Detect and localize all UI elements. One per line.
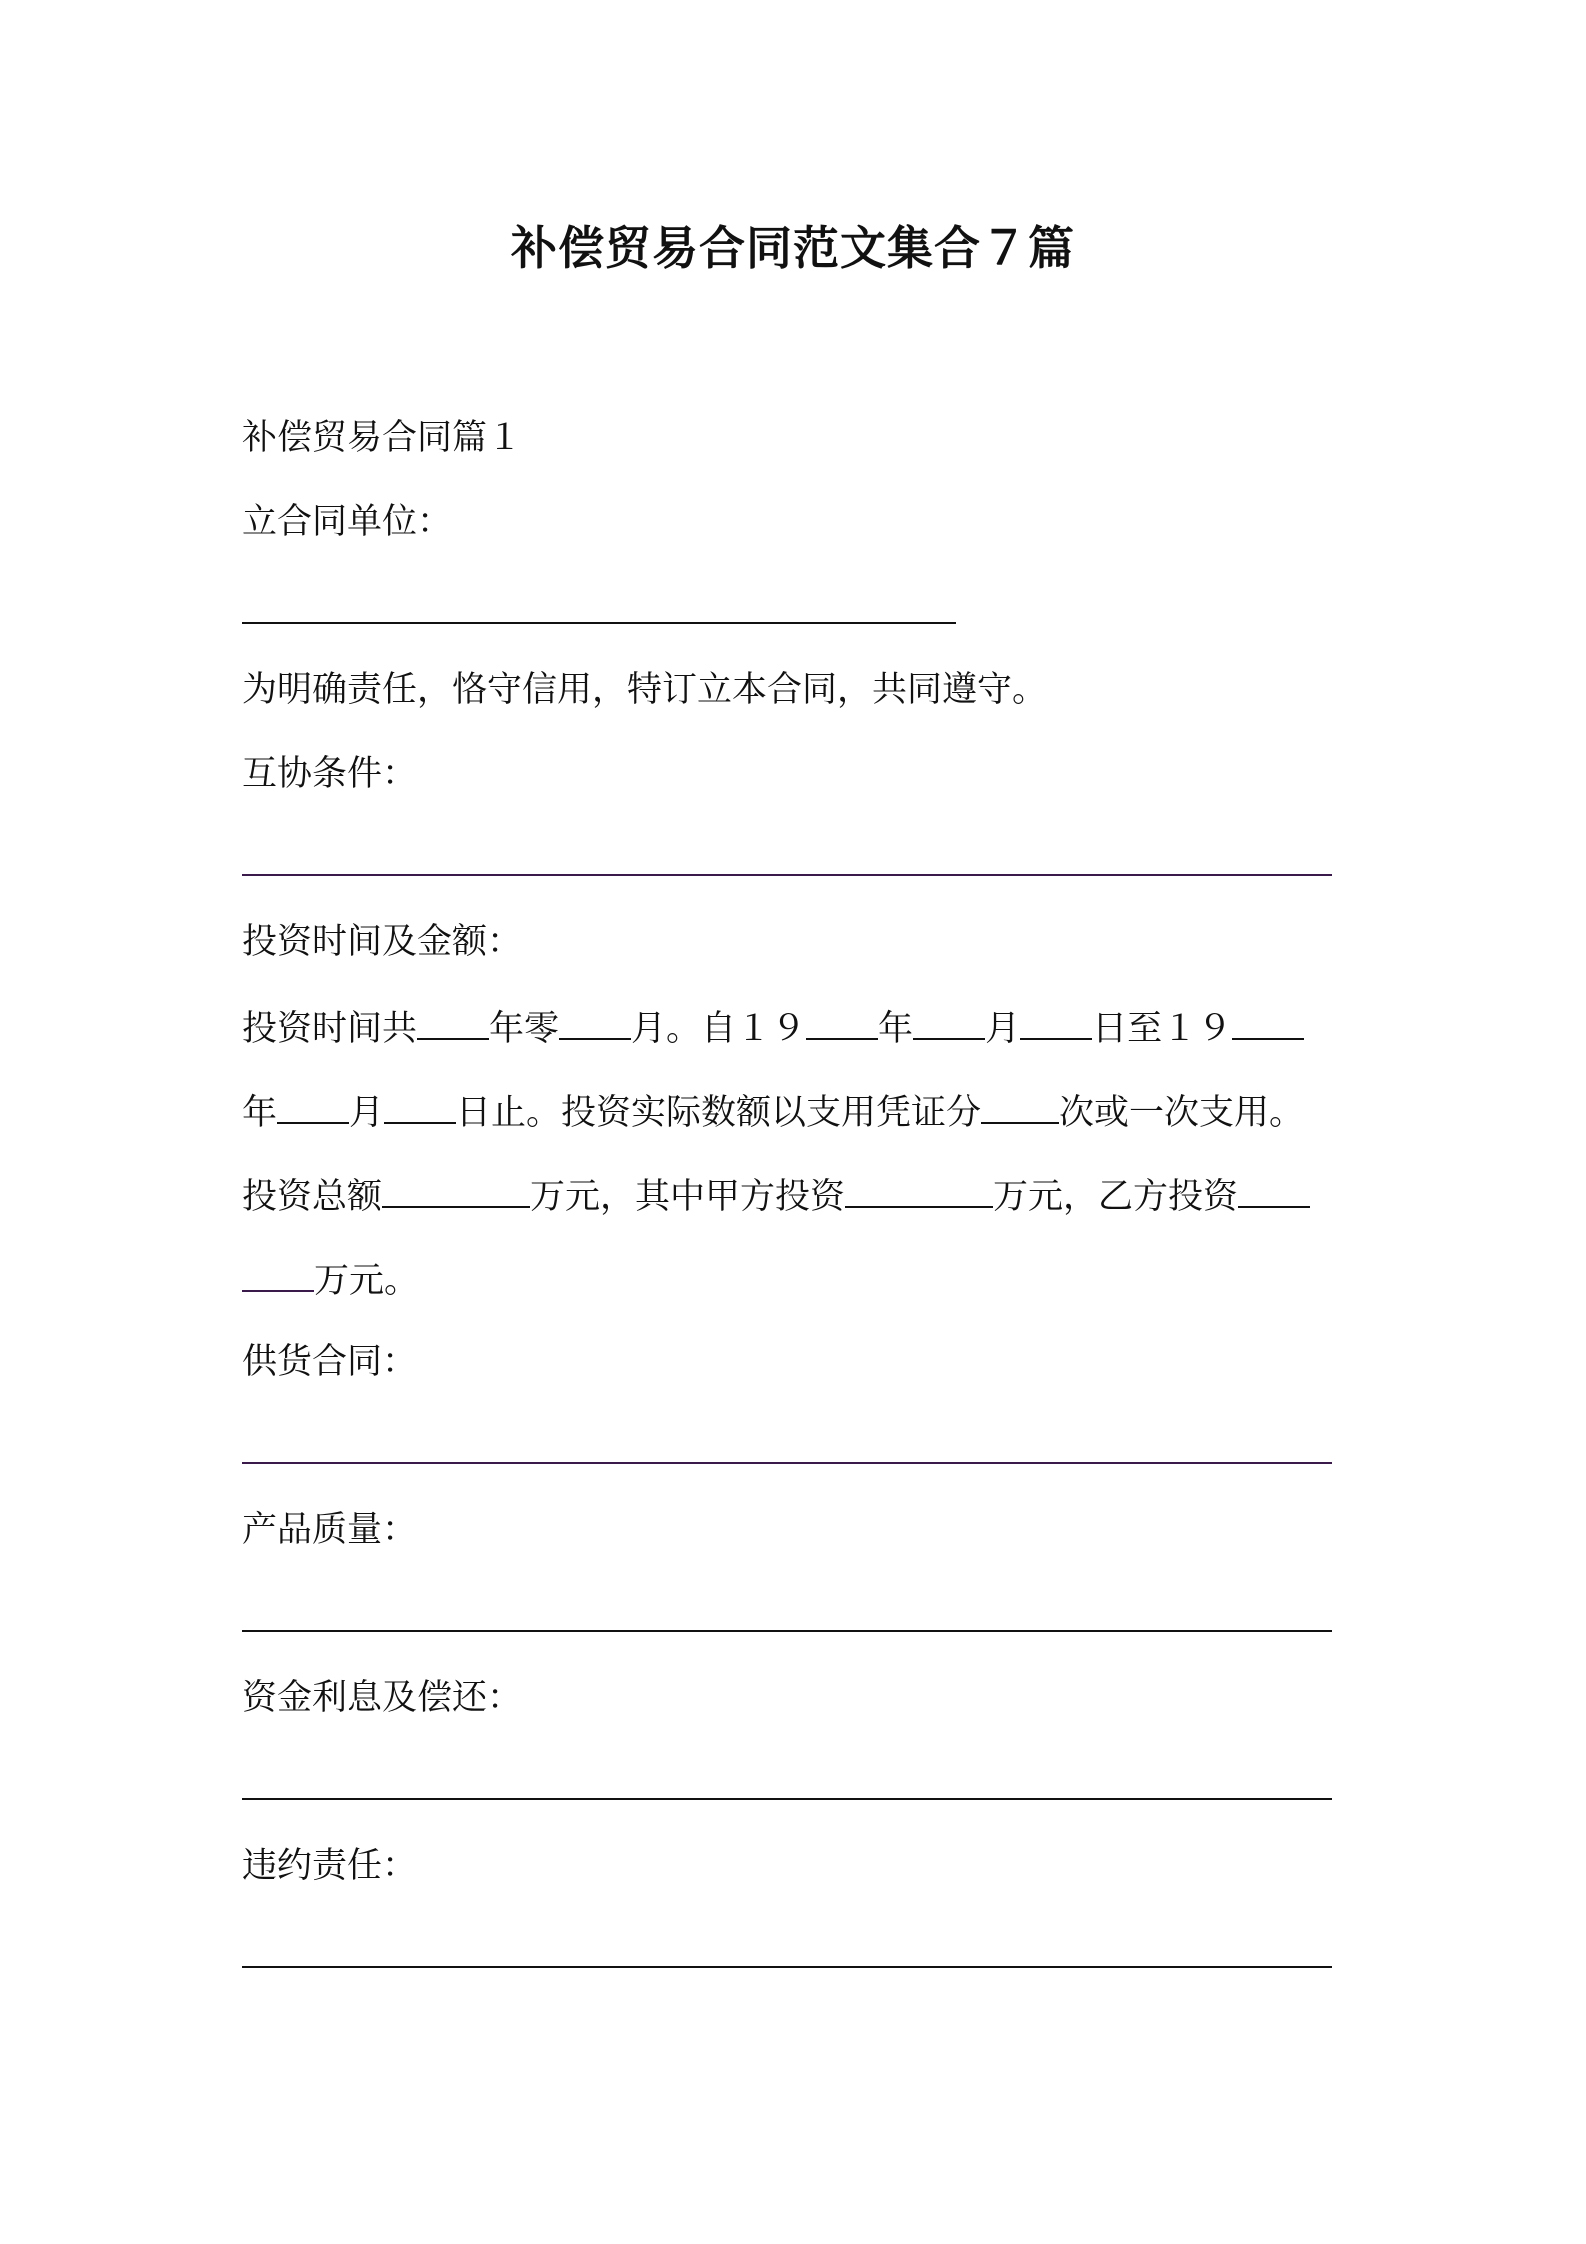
document-title: 补偿贸易合同范文集合７篇 bbox=[511, 221, 1075, 275]
investment-text: 次或一次支用。 bbox=[1059, 1093, 1305, 1133]
liability-label: 违约责任： bbox=[242, 1846, 418, 1886]
investment-text: 月 bbox=[349, 1093, 385, 1133]
investment-text: 投资总额 bbox=[242, 1177, 383, 1217]
investment-line-2 bbox=[242, 1086, 1304, 1137]
investment-text: 日至１９ bbox=[1092, 1009, 1233, 1049]
investment-text: 万元。 bbox=[314, 1261, 420, 1301]
start-day-blank bbox=[1020, 1002, 1092, 1040]
years-blank bbox=[417, 1002, 489, 1040]
investment-text: 万元，乙方投资 bbox=[993, 1177, 1239, 1217]
party-label: 立合同单位： bbox=[242, 502, 453, 542]
investment-line-1 bbox=[242, 1002, 1304, 1053]
investment-line-3 bbox=[242, 1170, 1310, 1221]
investment-label: 投资时间及金额： bbox=[242, 922, 523, 962]
party-a-amount-blank bbox=[845, 1170, 993, 1208]
quality-label: 产品质量： bbox=[242, 1510, 418, 1550]
party-blank-line bbox=[242, 622, 956, 624]
investment-line-4 bbox=[242, 1254, 419, 1305]
interest-label: 资金利息及偿还： bbox=[242, 1678, 523, 1718]
section-heading: 补偿贸易合同篇１ bbox=[242, 418, 523, 458]
installments-blank bbox=[981, 1086, 1059, 1124]
investment-text: 日止。投资实际数额以支用凭证分 bbox=[456, 1093, 982, 1133]
start-month-blank bbox=[913, 1002, 985, 1040]
end-day-blank bbox=[384, 1086, 456, 1124]
investment-text: 年 bbox=[242, 1093, 278, 1133]
cooperation-blank-line bbox=[242, 874, 1332, 876]
supply-blank-line bbox=[242, 1462, 1332, 1464]
quality-blank-line bbox=[242, 1630, 1332, 1632]
start-year-blank bbox=[806, 1002, 878, 1040]
interest-blank-line bbox=[242, 1798, 1332, 1800]
supply-label: 供货合同： bbox=[242, 1342, 418, 1382]
cooperation-label: 互协条件： bbox=[242, 754, 418, 794]
end-year-blank bbox=[1232, 1002, 1304, 1040]
investment-text: 投资时间共 bbox=[242, 1009, 418, 1049]
investment-text: 万元，其中甲方投资 bbox=[530, 1177, 846, 1217]
party-b-amount-blank bbox=[1238, 1170, 1310, 1208]
preamble-text: 为明确责任，恪守信用，特订立本合同，共同遵守。 bbox=[242, 670, 1048, 710]
party-b-amount-blank-cont bbox=[242, 1254, 314, 1292]
investment-text: 年 bbox=[878, 1009, 914, 1049]
investment-text: 年零 bbox=[489, 1009, 560, 1049]
months-blank bbox=[559, 1002, 631, 1040]
end-month-blank bbox=[277, 1086, 349, 1124]
liability-blank-line bbox=[242, 1966, 1332, 1968]
investment-text: 月。自１９ bbox=[631, 1009, 807, 1049]
investment-text: 月 bbox=[985, 1009, 1021, 1049]
total-amount-blank bbox=[382, 1170, 530, 1208]
